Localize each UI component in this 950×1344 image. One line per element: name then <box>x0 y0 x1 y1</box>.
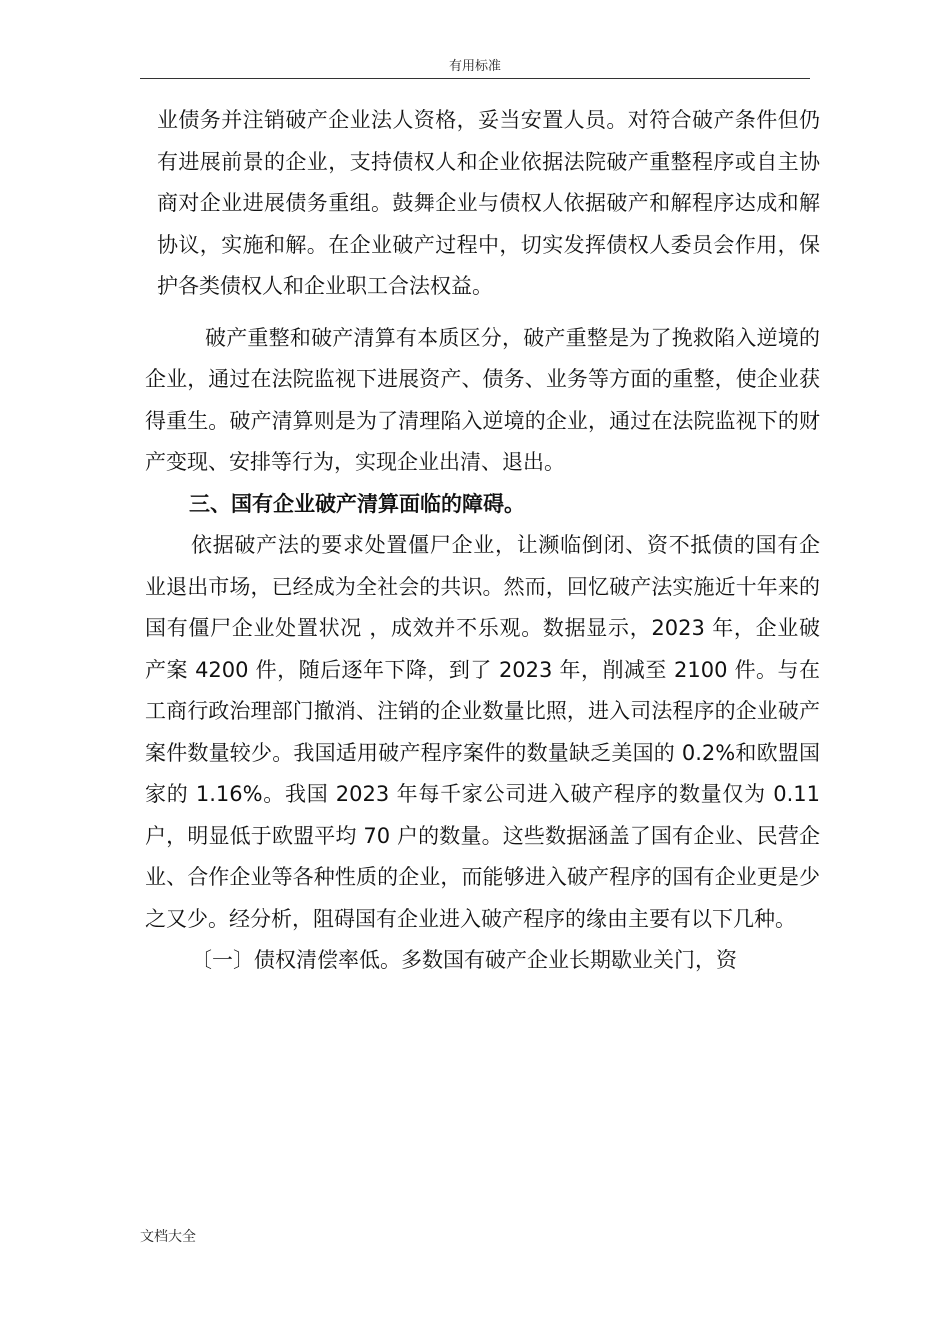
paragraph-continuation: 业债务并注销破产企业法人资格，妥当安置人员。对符合破产条件但仍有进展前景的企业，支持债权人和企业依据法院破产重整程序或自主协商对企业进展债务重组。鼓舞企业与债权人依据破产和解程序达成和解协议，实施和解。在企业破产过程中，切实发挥债权人委员会作用，保护各类债权人和企业职工合法权益。 <box>157 108 820 298</box>
header-rule <box>140 78 810 79</box>
document-body <box>145 100 820 982</box>
paragraph-gap <box>145 308 820 318</box>
page-header: 有用标准 <box>448 59 501 74</box>
paragraph-subsection-1: 〔一〕债权清偿率低。多数国有破产企业长期歇业关门，资 <box>191 948 737 972</box>
section-heading-3: 三、国有企业破产清算面临的障碍。 <box>189 491 525 516</box>
paragraph-restructuring-vs-liquidation: 破产重整和破产清算有本质区分，破产重整是为了挽救陷入逆境的企业，通过在法院监视下进展资产、债务、业务等方面的重整，使企业获得重生。破产清算则是为了清理陷入逆境的企业，通过在法院监视下的财产变现、安排等行为，实现企业出清、退出。 <box>145 325 820 474</box>
page-footer: 文档大全 <box>140 1229 196 1245</box>
paragraph-obstacles-data: 依据破产法的要求处置僵尸企业，让濒临倒闭、资不抵债的国有企业退出市场，已经成为全社会的共识。然而，回忆破产法实施近十年来的国有僵尸企业处置状况 ，成效并不乐观。数据显示，2023 年，企业破产案 4200 件，随后逐年下降，到了 2023 年，削减至 2100 件。与在工商行政治理部门撤消、注销的企业数量比照，进入司法程序的企业破产案件数量较少。我国适用破产程序案件的数量缺乏美国的 0.2%和欧盟国家的 1.16%。我国 2023 年每千家公司进入破产程序的数量仅为 0.11 户，明显低于欧盟平均 70 户的数量。这些数据涵盖了国有企业、民营企业、合作企业等各种性质的企业，而能够进入破产程序的国有企业更是少之又少。经分析，阻碍国有企业进入破产程序的缘由主要有以下几种。 <box>145 533 820 931</box>
